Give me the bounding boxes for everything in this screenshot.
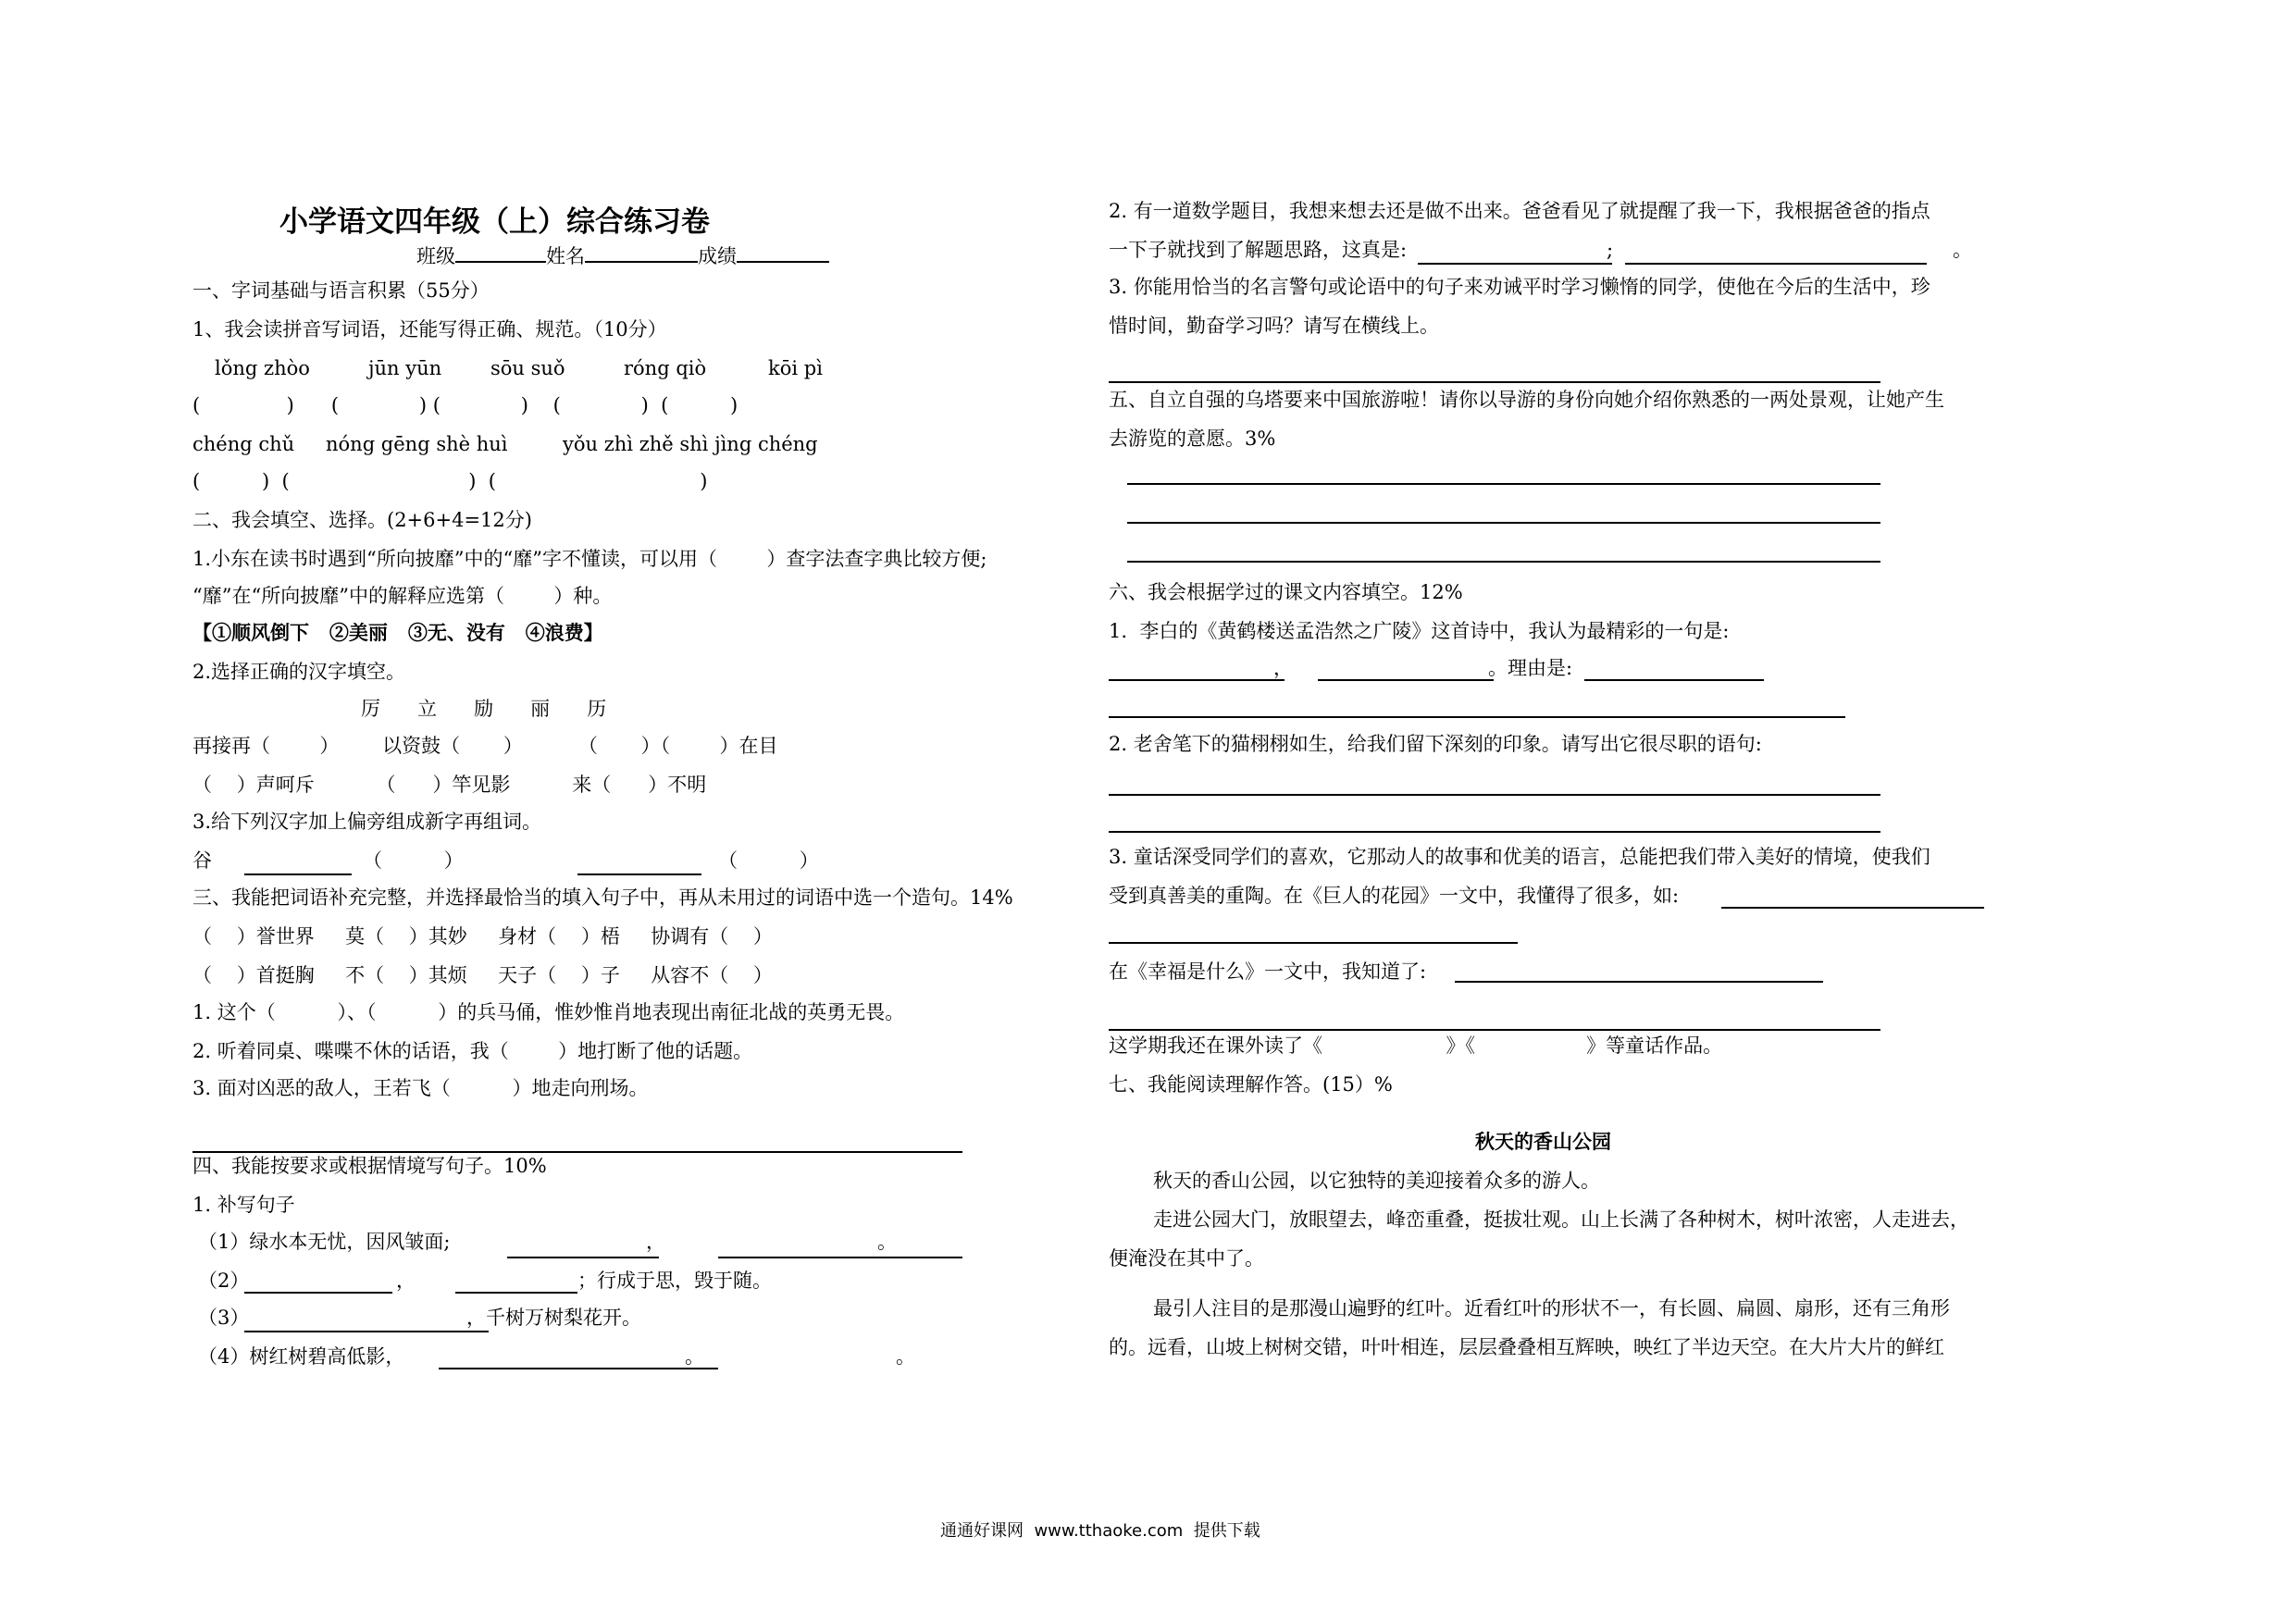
reason-blank[interactable] [1584,679,1764,681]
question-2-1a: 1.小东在读书时遇到“所向披靡”中的“靡”字不懂读，可以用（ ）查字法查字典比较方便; [192,548,987,570]
sentence-4-2: （2） [198,1270,250,1292]
question-4-r3a: 3. 你能用恰当的名言警句或论语中的句子来劝诫平时学习懒惰的同学，使他在今后的生活中，珍 [1109,276,1930,298]
question-2-1b: “靡”在“所向披靡”中的解释应选第（ ）种。 [192,585,613,607]
section-6-heading: 六、我会根据学过的课文内容填空。12% [1109,581,1463,603]
guide-answer-line-3[interactable] [1127,561,1880,563]
word-row-2: （ ）首挺胸 不（ ）其烦 天子（ ）子 从容不（ ） [192,964,773,986]
guide-answer-line-1[interactable] [1127,483,1880,485]
question-6-3c: 在《幸福是什么》一文中，我知道了: [1109,960,1427,983]
score-blank[interactable] [737,242,829,263]
sentence-4-3: （3） [198,1307,250,1329]
cat-answer-line-2[interactable] [1109,831,1880,833]
student-info-line [416,242,829,269]
section-3-heading: 三、我能把词语补充完整，并选择最恰当的填入句子中，再从未用过的词语中选一个造句。14% [192,886,1013,909]
gu-blank-2[interactable] [577,873,701,875]
question-2-3: 3.给下列汉字加上偏旁组成新字再组词。 [192,811,542,833]
sentence-4-4: （4）树红树碧高低影， [198,1345,405,1368]
sentence-3-2: 2. 听着同桌、喋喋不休的话语，我（ ）地打断了他的话题。 [192,1040,753,1062]
idiom-blank-2[interactable] [1625,263,1927,265]
sentence-4-1-blank-1[interactable] [507,1257,659,1258]
gu-blank-1[interactable] [244,873,352,875]
page-title: 小学语文四年级（上）综合练习卷 [279,205,710,239]
idiom-semicolon: ; [1607,239,1614,261]
sentence-4-3-tail: ，千树万树梨花开。 [466,1307,641,1329]
char-gu: 谷 [192,849,212,872]
section-5-heading-b: 去游览的意愿。3% [1109,427,1276,450]
sentence-4-1-blank-2[interactable] [718,1257,962,1258]
sentence-4-2-blank-1[interactable] [244,1292,392,1294]
idiom-blank-1[interactable] [1418,263,1612,265]
question-4-r2a: 2. 有一道数学题目，我想来想去还是做不出来。爸爸看见了就提醒了我一下，我根据爸爸的指点 [1109,200,1930,222]
passage-paragraph-2b: 便淹没在其中了。 [1109,1247,1264,1270]
answer-parens-2[interactable]: ( ) ( ) ( ) [192,470,708,492]
question-1: 1、我会读拼音写词语，还能写得正确、规范。（10分） [192,318,667,341]
sentence-3-1: 1. 这个（ ）、（ ）的兵马俑，惟妙惟肖地表现出南征北战的英勇无畏。 [192,1001,905,1023]
cat-answer-line-1[interactable] [1109,794,1880,796]
sentence-4-2-tail: ；行成于思，毁于随。 [577,1270,772,1292]
class-label: 班级 [416,245,455,267]
section-2-heading: 二、我会填空、选择。(2+6+4=12分) [192,509,532,531]
pinyin-1: lǒng zhòo [215,357,310,379]
class-blank[interactable] [455,242,546,263]
sentence-3-3: 3. 面对凶恶的敌人，王若飞（ ）地走向刑场。 [192,1077,649,1099]
passage-paragraph-2a: 走进公园大门，放眼望去，峰峦重叠，挺拔壮观。山上长满了各种树木，树叶浓密，人走进去， [1153,1208,1969,1231]
gu-paren-2[interactable]: （ ） [718,849,819,872]
name-blank[interactable] [585,242,698,263]
reason-line[interactable] [1109,716,1845,718]
footer-credit: 通通好课网 www.tthaoke.com 提供下载 [940,1521,1260,1541]
garden-line[interactable] [1109,942,1518,944]
section-4-heading: 四、我能按要求或根据情境写句子。10% [192,1155,547,1177]
sentence-4-1: （1）绿水本无忧，因风皱面; [198,1231,451,1253]
question-4-r3b: 惜时间，勤奋学习吗？请写在横线上。 [1109,315,1439,337]
pinyin-8: yǒu zhì zhě shì jìng chéng [563,433,818,455]
happiness-line[interactable] [1109,1029,1880,1031]
sentence-4-2-comma: ， [396,1270,416,1292]
question-4-r2b: 一下子就找到了解题思路，这真是: [1109,239,1408,261]
motto-answer-line[interactable] [1109,381,1880,383]
passage-title: 秋天的香山公园 [1475,1131,1611,1153]
passage-paragraph-3b: 的。远看，山坡上树树交错，叶叶相连，层层叠叠相互辉映，映红了半边天空。在大片大片的鲜红 [1109,1336,1944,1358]
pinyin-3: sōu suǒ [490,357,565,379]
idiom-period: 。 [1953,239,1972,261]
passage-paragraph-3a: 最引人注目的是那漫山遍野的红叶。近看红叶的形状不一，有长圆、扁圆、扇形，还有三角形 [1153,1297,1950,1319]
pinyin-7: nóng gēng shè huì [326,433,508,455]
sentence-4-4-period-1: 。 [685,1345,704,1368]
garden-blank[interactable] [1721,907,1984,909]
question-6-3a: 3. 童话深受同学们的喜欢，它那动人的故事和优美的语言，总能把我们带入美好的情境，使我们 [1109,846,1930,868]
sentence-4-3-blank[interactable] [244,1331,489,1332]
sentence-4-2-blank-2[interactable] [455,1292,577,1294]
poem-blank-2[interactable] [1318,679,1494,681]
word-row-1: （ ）誉世界 莫（ ）其妙 身材（ ）梧 协调有（ ） [192,925,773,948]
pinyin-2: jūn yūn [368,357,442,379]
sentence-4-4-blank[interactable] [439,1368,718,1369]
poem-comma: ， [1273,657,1293,679]
section-1-heading: 一、字词基础与语言积累（55分） [192,279,490,302]
score-label: 成绩 [698,245,737,267]
pinyin-5: kōi pì [768,357,823,379]
passage-paragraph-1: 秋天的香山公园，以它独特的美迎接着众多的游人。 [1153,1170,1600,1192]
options-list: 【①顺风倒下 ②美丽 ③无、没有 ④浪费】 [192,621,603,644]
idiom-row-2: （ ）声呵斥 （ ）竿见影 来（ ）不明 [192,774,707,796]
name-label: 姓名 [546,245,585,267]
character-choices: 厉 立 励 丽 历 [361,698,607,720]
poem-blank-1[interactable] [1109,679,1285,681]
idiom-row-1: 再接再（ ） 以资鼓（ ） （ ）（ ）在目 [192,735,778,757]
gu-paren-1[interactable]: （ ） [363,849,464,872]
question-6-1: 1. 李白的《黄鹤楼送孟浩然之广陵》这首诗中，我认为最精彩的一句是: [1109,620,1730,642]
pinyin-4: róng qiò [624,357,707,379]
section-7-heading: 七、我能阅读理解作答。(15）% [1109,1073,1393,1096]
sentence-4-4-period-2: 。 [896,1345,915,1368]
question-6-3d: 这学期我还在课外读了《 》《 》等童话作品。 [1109,1035,1723,1057]
answer-parens-1[interactable]: ( ) ( ) ( ) ( ) ( ) [192,394,738,416]
question-6-2: 2. 老舍笔下的猫栩栩如生，给我们留下深刻的印象。请写出它很尽职的语句: [1109,733,1762,755]
question-6-3b: 受到真善美的重陶。在《巨人的花园》一文中，我懂得了很多，如: [1109,885,1680,907]
guide-answer-line-2[interactable] [1127,522,1880,524]
happiness-blank[interactable] [1455,981,1823,983]
pinyin-6: chéng chǔ [192,433,295,455]
question-2-2: 2.选择正确的汉字填空。 [192,661,406,683]
question-4-1: 1. 补写句子 [192,1194,295,1216]
sentence-4-1-period: 。 [877,1231,897,1253]
section-5-heading-a: 五、自立自强的乌塔要来中国旅游啦！请你以导游的身份向她介绍你熟悉的一两处景观，让她产生 [1109,389,1944,411]
sentence-4-1-comma: ， [646,1231,665,1253]
reason-label: 。理由是: [1488,657,1573,679]
